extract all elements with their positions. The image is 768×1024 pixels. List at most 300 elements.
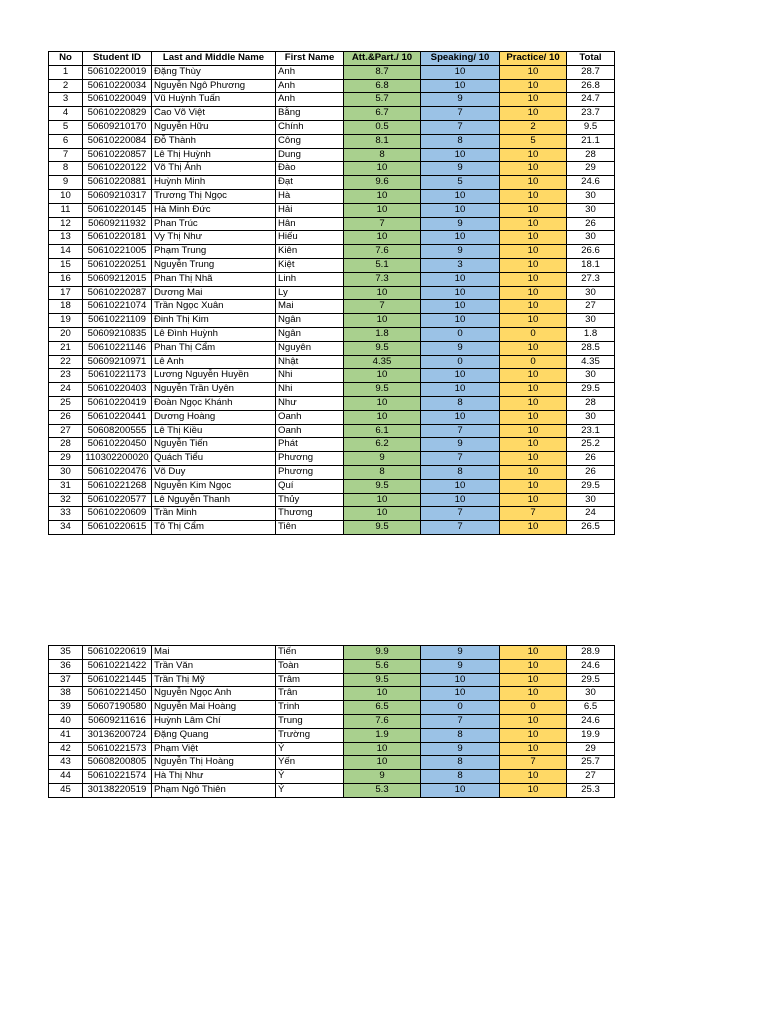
cell-last-middle-name: Phan Thị Nhã (152, 272, 276, 286)
cell-practice: 10 (500, 452, 567, 466)
cell-last-middle-name: Phan Thị Cẩm (152, 341, 276, 355)
cell-attendance: 1.9 (344, 728, 421, 742)
cell-practice: 10 (500, 162, 567, 176)
cell-speaking: 9 (421, 341, 500, 355)
cell-first-name: Trung (276, 714, 344, 728)
cell-attendance: 1.8 (344, 327, 421, 341)
cell-last-middle-name: Phạm Việt (152, 742, 276, 756)
cell-student-id: 30138220519 (83, 783, 152, 797)
cell-attendance: 9.6 (344, 176, 421, 190)
cell-no: 40 (49, 714, 83, 728)
cell-total: 27 (567, 770, 615, 784)
cell-student-id: 50607190580 (83, 701, 152, 715)
cell-attendance: 5.3 (344, 783, 421, 797)
cell-practice: 0 (500, 701, 567, 715)
cell-last-middle-name: Nguyễn Ngô Phương (152, 79, 276, 93)
table-row (49, 438, 615, 452)
cell-student-id: 50610220251 (83, 258, 152, 272)
cell-speaking: 7 (421, 107, 500, 121)
header-row (49, 52, 615, 66)
cell-first-name: Nguyên (276, 341, 344, 355)
cell-total: 24.6 (567, 659, 615, 673)
table-row (49, 369, 615, 383)
cell-no: 29 (49, 452, 83, 466)
cell-student-id: 50610221268 (83, 479, 152, 493)
cell-last-middle-name: Trần Thị Mỹ (152, 673, 276, 687)
cell-total: 18.1 (567, 258, 615, 272)
cell-total: 30 (567, 203, 615, 217)
cell-speaking: 10 (421, 410, 500, 424)
cell-practice: 10 (500, 438, 567, 452)
cell-first-name: Ngân (276, 314, 344, 328)
table-row (49, 465, 615, 479)
cell-attendance: 7.6 (344, 245, 421, 259)
cell-total: 24 (567, 507, 615, 521)
cell-first-name: Trâm (276, 673, 344, 687)
cell-total: 24.6 (567, 176, 615, 190)
table-row (49, 327, 615, 341)
cell-last-middle-name: Vũ Huỳnh Tuấn (152, 93, 276, 107)
cell-practice: 10 (500, 314, 567, 328)
cell-speaking: 8 (421, 396, 500, 410)
cell-total: 29.5 (567, 673, 615, 687)
table-row (49, 217, 615, 231)
header-total: Total (567, 52, 615, 66)
cell-student-id: 50609210835 (83, 327, 152, 341)
cell-speaking: 9 (421, 162, 500, 176)
cell-attendance: 9.5 (344, 521, 421, 535)
cell-no: 35 (49, 646, 83, 660)
cell-total: 25.2 (567, 438, 615, 452)
header-no: No (49, 52, 83, 66)
cell-speaking: 8 (421, 770, 500, 784)
cell-no: 37 (49, 673, 83, 687)
cell-first-name: Anh (276, 65, 344, 79)
cell-student-id: 50610221074 (83, 300, 152, 314)
cell-first-name: Công (276, 134, 344, 148)
table-row (49, 134, 615, 148)
cell-no: 14 (49, 245, 83, 259)
cell-attendance: 5.1 (344, 258, 421, 272)
cell-practice: 5 (500, 134, 567, 148)
table-row (49, 231, 615, 245)
cell-practice: 10 (500, 410, 567, 424)
cell-no: 8 (49, 162, 83, 176)
table-row (49, 756, 615, 770)
cell-no: 33 (49, 507, 83, 521)
cell-first-name: Anh (276, 79, 344, 93)
cell-attendance: 10 (344, 507, 421, 521)
header-attendance: Att.&Part./ 10 (344, 52, 421, 66)
cell-student-id: 50610220419 (83, 396, 152, 410)
header-first-name: First Name (276, 52, 344, 66)
cell-attendance: 10 (344, 369, 421, 383)
cell-speaking: 9 (421, 659, 500, 673)
cell-no: 16 (49, 272, 83, 286)
cell-student-id: 110302200020 (83, 452, 152, 466)
cell-total: 28.7 (567, 65, 615, 79)
cell-practice: 10 (500, 396, 567, 410)
cell-practice: 10 (500, 646, 567, 660)
cell-last-middle-name: Nguyễn Trần Uyên (152, 383, 276, 397)
cell-student-id: 50610221445 (83, 673, 152, 687)
cell-practice: 10 (500, 65, 567, 79)
cell-no: 32 (49, 493, 83, 507)
cell-practice: 10 (500, 79, 567, 93)
cell-attendance: 9.5 (344, 479, 421, 493)
cell-practice: 7 (500, 507, 567, 521)
cell-attendance: 8 (344, 148, 421, 162)
cell-last-middle-name: Nguyễn Thị Hoàng (152, 756, 276, 770)
cell-no: 44 (49, 770, 83, 784)
cell-last-middle-name: Đỗ Thành (152, 134, 276, 148)
cell-last-middle-name: Dương Hoàng (152, 410, 276, 424)
cell-first-name: Ngân (276, 327, 344, 341)
cell-student-id: 50610220145 (83, 203, 152, 217)
cell-no: 1 (49, 65, 83, 79)
cell-first-name: Trường (276, 728, 344, 742)
cell-attendance: 9 (344, 452, 421, 466)
cell-student-id: 50610220084 (83, 134, 152, 148)
cell-no: 15 (49, 258, 83, 272)
cell-no: 45 (49, 783, 83, 797)
cell-first-name: Trinh (276, 701, 344, 715)
cell-student-id: 50610220019 (83, 65, 152, 79)
cell-attendance: 10 (344, 189, 421, 203)
table-row (49, 714, 615, 728)
cell-student-id: 50609210317 (83, 189, 152, 203)
cell-first-name: Thủy (276, 493, 344, 507)
table-row (49, 521, 615, 535)
cell-total: 24.6 (567, 714, 615, 728)
cell-no: 11 (49, 203, 83, 217)
cell-total: 27 (567, 300, 615, 314)
cell-student-id: 50610220476 (83, 465, 152, 479)
cell-speaking: 0 (421, 327, 500, 341)
cell-first-name: Tiến (276, 646, 344, 660)
cell-total: 26.6 (567, 245, 615, 259)
cell-attendance: 7 (344, 217, 421, 231)
cell-attendance: 9.5 (344, 341, 421, 355)
table-row (49, 272, 615, 286)
cell-speaking: 7 (421, 507, 500, 521)
cell-total: 26 (567, 217, 615, 231)
cell-total: 29.5 (567, 383, 615, 397)
cell-last-middle-name: Vy Thị Như (152, 231, 276, 245)
cell-speaking: 10 (421, 673, 500, 687)
header-last-middle-name: Last and Middle Name (152, 52, 276, 66)
table-row (49, 93, 615, 107)
cell-first-name: Hân (276, 217, 344, 231)
cell-practice: 10 (500, 714, 567, 728)
cell-speaking: 8 (421, 756, 500, 770)
cell-attendance: 10 (344, 410, 421, 424)
cell-speaking: 9 (421, 217, 500, 231)
cell-attendance: 6.8 (344, 79, 421, 93)
cell-no: 24 (49, 383, 83, 397)
cell-first-name: Tiên (276, 521, 344, 535)
cell-last-middle-name: Phạm Ngô Thiên (152, 783, 276, 797)
cell-no: 23 (49, 369, 83, 383)
cell-last-middle-name: Phan Trúc (152, 217, 276, 231)
cell-speaking: 9 (421, 93, 500, 107)
cell-last-middle-name: Huỳnh Lâm Chí (152, 714, 276, 728)
table-row (49, 176, 615, 190)
cell-first-name: Phương (276, 465, 344, 479)
cell-no: 2 (49, 79, 83, 93)
table-row (49, 659, 615, 673)
cell-speaking: 0 (421, 355, 500, 369)
cell-first-name: Bằng (276, 107, 344, 121)
cell-no: 25 (49, 396, 83, 410)
cell-practice: 10 (500, 687, 567, 701)
cell-speaking: 10 (421, 79, 500, 93)
cell-speaking: 7 (421, 120, 500, 134)
cell-student-id: 50610220181 (83, 231, 152, 245)
table-row (49, 107, 615, 121)
cell-first-name: Quí (276, 479, 344, 493)
cell-last-middle-name: Lê Nguyễn Thanh (152, 493, 276, 507)
cell-first-name: Dung (276, 148, 344, 162)
cell-attendance: 4.35 (344, 355, 421, 369)
cell-practice: 10 (500, 341, 567, 355)
cell-total: 26 (567, 452, 615, 466)
table-row (49, 742, 615, 756)
cell-total: 26.8 (567, 79, 615, 93)
cell-practice: 10 (500, 659, 567, 673)
cell-first-name: Đạt (276, 176, 344, 190)
table-row (49, 383, 615, 397)
cell-no: 9 (49, 176, 83, 190)
cell-no: 3 (49, 93, 83, 107)
cell-total: 24.7 (567, 93, 615, 107)
cell-student-id: 50610220403 (83, 383, 152, 397)
cell-last-middle-name: Lê Thị Kiều (152, 424, 276, 438)
table-row (49, 728, 615, 742)
cell-last-middle-name: Lê Anh (152, 355, 276, 369)
cell-first-name: Phát (276, 438, 344, 452)
cell-student-id: 50609211932 (83, 217, 152, 231)
cell-practice: 10 (500, 728, 567, 742)
cell-student-id: 50610220829 (83, 107, 152, 121)
cell-last-middle-name: Huỳnh Minh (152, 176, 276, 190)
cell-practice: 10 (500, 673, 567, 687)
table-row (49, 646, 615, 660)
cell-last-middle-name: Hà Thị Như (152, 770, 276, 784)
cell-last-middle-name: Đinh Thị Kim (152, 314, 276, 328)
cell-last-middle-name: Tô Thị Cẩm (152, 521, 276, 535)
cell-attendance: 8.1 (344, 134, 421, 148)
cell-student-id: 50610221109 (83, 314, 152, 328)
header-student-id: Student ID (83, 52, 152, 66)
cell-practice: 7 (500, 756, 567, 770)
cell-student-id: 50609211616 (83, 714, 152, 728)
cell-total: 23.1 (567, 424, 615, 438)
cell-first-name: Linh (276, 272, 344, 286)
cell-no: 12 (49, 217, 83, 231)
cell-speaking: 0 (421, 701, 500, 715)
cell-student-id: 50610220450 (83, 438, 152, 452)
cell-student-id: 50610220577 (83, 493, 152, 507)
table-row (49, 452, 615, 466)
cell-speaking: 9 (421, 742, 500, 756)
header-speaking: Speaking/ 10 (421, 52, 500, 66)
table-row (49, 770, 615, 784)
table-row (49, 79, 615, 93)
cell-speaking: 7 (421, 424, 500, 438)
cell-speaking: 10 (421, 369, 500, 383)
cell-first-name: Trân (276, 687, 344, 701)
table-row (49, 493, 615, 507)
table-row (49, 245, 615, 259)
cell-first-name: Oanh (276, 424, 344, 438)
cell-attendance: 9.5 (344, 383, 421, 397)
cell-last-middle-name: Trần Ngọc Xuân (152, 300, 276, 314)
cell-speaking: 10 (421, 272, 500, 286)
cell-no: 4 (49, 107, 83, 121)
cell-first-name: Kiệt (276, 258, 344, 272)
cell-speaking: 7 (421, 521, 500, 535)
cell-no: 39 (49, 701, 83, 715)
cell-attendance: 7 (344, 300, 421, 314)
cell-first-name: Kiên (276, 245, 344, 259)
cell-total: 29.5 (567, 479, 615, 493)
cell-total: 30 (567, 286, 615, 300)
cell-student-id: 50610220619 (83, 646, 152, 660)
cell-attendance: 8 (344, 465, 421, 479)
cell-no: 42 (49, 742, 83, 756)
cell-no: 43 (49, 756, 83, 770)
table-row (49, 341, 615, 355)
cell-practice: 2 (500, 120, 567, 134)
cell-first-name: Thương (276, 507, 344, 521)
cell-attendance: 9 (344, 770, 421, 784)
cell-speaking: 8 (421, 465, 500, 479)
table-row (49, 286, 615, 300)
cell-student-id: 50608200805 (83, 756, 152, 770)
cell-last-middle-name: Lê Thị Huỳnh (152, 148, 276, 162)
cell-practice: 10 (500, 300, 567, 314)
cell-speaking: 9 (421, 245, 500, 259)
cell-first-name: Anh (276, 93, 344, 107)
cell-total: 28 (567, 396, 615, 410)
cell-practice: 10 (500, 783, 567, 797)
cell-first-name: Toàn (276, 659, 344, 673)
cell-practice: 0 (500, 327, 567, 341)
cell-total: 30 (567, 493, 615, 507)
cell-attendance: 7.3 (344, 272, 421, 286)
cell-student-id: 50609210971 (83, 355, 152, 369)
table-row (49, 410, 615, 424)
cell-speaking: 8 (421, 134, 500, 148)
cell-last-middle-name: Võ Duy (152, 465, 276, 479)
table-row (49, 120, 615, 134)
cell-attendance: 10 (344, 203, 421, 217)
cell-total: 30 (567, 369, 615, 383)
cell-no: 26 (49, 410, 83, 424)
cell-attendance: 10 (344, 162, 421, 176)
table-row (49, 148, 615, 162)
cell-first-name: Nhật (276, 355, 344, 369)
table-row (49, 65, 615, 79)
cell-last-middle-name: Cao Võ Việt (152, 107, 276, 121)
cell-last-middle-name: Nguyễn Trung (152, 258, 276, 272)
cell-speaking: 10 (421, 493, 500, 507)
table-row (49, 189, 615, 203)
cell-practice: 10 (500, 231, 567, 245)
cell-student-id: 50610221005 (83, 245, 152, 259)
cell-total: 30 (567, 410, 615, 424)
cell-first-name: Hà (276, 189, 344, 203)
cell-total: 30 (567, 231, 615, 245)
cell-attendance: 10 (344, 493, 421, 507)
cell-last-middle-name: Võ Thị Ánh (152, 162, 276, 176)
table-row (49, 203, 615, 217)
cell-speaking: 7 (421, 452, 500, 466)
table-row (49, 355, 615, 369)
cell-attendance: 10 (344, 742, 421, 756)
cell-student-id: 50610220287 (83, 286, 152, 300)
cell-first-name: Nhi (276, 369, 344, 383)
cell-last-middle-name: Lương Nguyễn Huyền (152, 369, 276, 383)
cell-total: 28.9 (567, 646, 615, 660)
cell-student-id: 50610221173 (83, 369, 152, 383)
cell-student-id: 50610220034 (83, 79, 152, 93)
cell-last-middle-name: Nguyễn Ngọc Anh (152, 687, 276, 701)
cell-last-middle-name: Trần Văn (152, 659, 276, 673)
cell-no: 10 (49, 189, 83, 203)
cell-no: 34 (49, 521, 83, 535)
grades-table-page-1 (48, 51, 615, 535)
cell-first-name: Ý (276, 742, 344, 756)
cell-practice: 10 (500, 203, 567, 217)
cell-total: 29 (567, 742, 615, 756)
cell-first-name: Ý (276, 783, 344, 797)
cell-student-id: 50610220122 (83, 162, 152, 176)
cell-student-id: 50610221146 (83, 341, 152, 355)
cell-last-middle-name: Quách Tiểu (152, 452, 276, 466)
cell-total: 19.9 (567, 728, 615, 742)
cell-speaking: 10 (421, 231, 500, 245)
cell-practice: 10 (500, 176, 567, 190)
cell-speaking: 7 (421, 714, 500, 728)
cell-last-middle-name: Nguyễn Kim Ngọc (152, 479, 276, 493)
cell-first-name: Đào (276, 162, 344, 176)
cell-last-middle-name: Hà Minh Đức (152, 203, 276, 217)
table-row (49, 783, 615, 797)
table-body (49, 65, 615, 534)
cell-last-middle-name: Nguyễn Hữu (152, 120, 276, 134)
cell-no: 13 (49, 231, 83, 245)
cell-no: 19 (49, 314, 83, 328)
table-row (49, 701, 615, 715)
cell-speaking: 9 (421, 438, 500, 452)
cell-no: 6 (49, 134, 83, 148)
cell-no: 38 (49, 687, 83, 701)
cell-practice: 10 (500, 383, 567, 397)
cell-last-middle-name: Đoàn Ngọc Khánh (152, 396, 276, 410)
cell-speaking: 10 (421, 203, 500, 217)
cell-total: 9.5 (567, 120, 615, 134)
cell-first-name: Hải (276, 203, 344, 217)
cell-first-name: Ly (276, 286, 344, 300)
cell-total: 26.5 (567, 521, 615, 535)
cell-speaking: 10 (421, 286, 500, 300)
cell-last-middle-name: Nguyễn Mai Hoàng (152, 701, 276, 715)
table-row (49, 258, 615, 272)
cell-practice: 10 (500, 217, 567, 231)
cell-speaking: 3 (421, 258, 500, 272)
